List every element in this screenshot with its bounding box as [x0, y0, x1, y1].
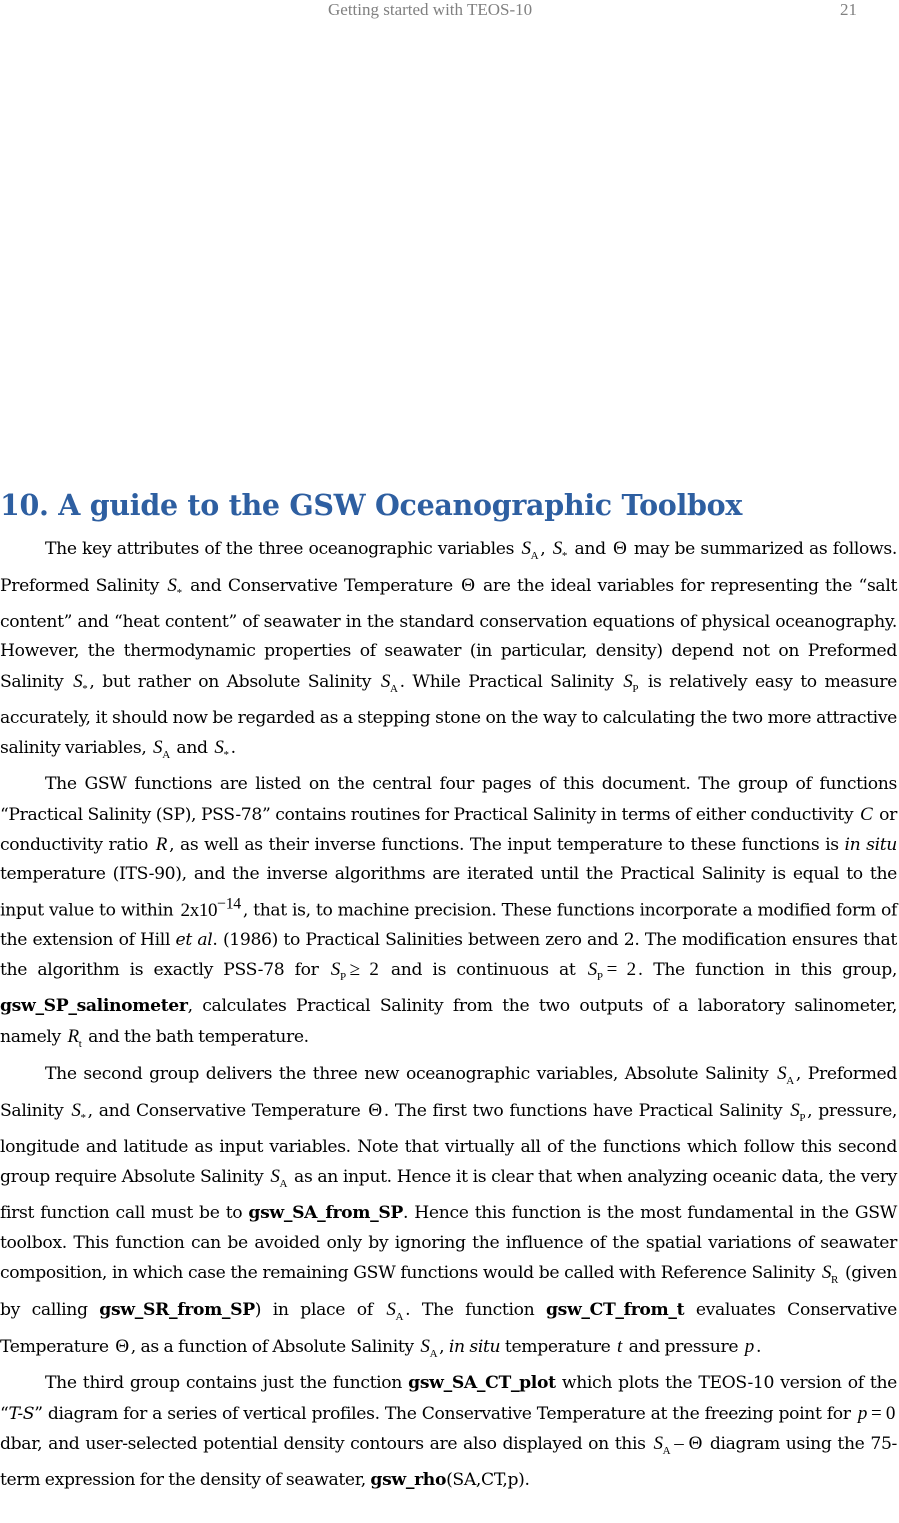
text-run: . Hence this function is the most fundamental in the GSW toolbox. This function can be avoided only by ignoring the influence of the spatial variations of seawater composition, in which case the remaining GSW functions would be called with Reference Salinity: [0, 1203, 897, 1284]
function-name: gsw_SP_salinometer: [0, 996, 188, 1017]
text-run: (given by calling: [0, 1263, 898, 1321]
symbol-practical-salinity: $S_P$: [587, 959, 603, 984]
symbol-conductivity-ratio: R: [155, 833, 168, 855]
function-name: gsw_SR_from_SP: [99, 1300, 255, 1321]
text-run: may be summarized as follows. Preformed Salinity: [0, 539, 898, 597]
symbol-conductivity: C: [860, 803, 873, 825]
text-run: which plots the TEOS-10 version of the “: [0, 1373, 897, 1424]
text-run: , and Conservative Temperature: [87, 1100, 367, 1121]
text-run: The GSW functions are listed on the central four pages of this document. The group of functions “Practical Salinity (SP), PSS-78” contains routines for Practical Salinity in terms of either conductivity: [0, 774, 897, 825]
text-run: , but rather on Absolute Salinity: [89, 671, 379, 692]
symbol-absolute-salinity: $S_A$: [386, 1299, 404, 1323]
function-name: gsw_rho: [370, 1470, 447, 1490]
text-run: and: [171, 738, 213, 759]
text-run: The key attributes of the three oceanographic variables: [45, 539, 520, 559]
function-name: gsw_CT_from_t: [545, 1300, 685, 1321]
paragraph-1: [0, 534, 897, 770]
text-run: The third group contains just the function: [45, 1373, 409, 1394]
text-run: is relatively easy to measure accurately, it should now be regarded as a stepping stone on the way to calculating the two more attractive salinity variables,: [0, 671, 897, 759]
text-run: are the ideal variables for representing the “salt content” and “heat content” of seawater in the standard conservation equations of physical oceanography. However, the thermodynamic properties of seawater (in particular, density) depend not on Preformed Salinity: [0, 576, 898, 692]
text-italic: et al: [175, 930, 213, 951]
symbol-absolute-salinity: $S_A$: [270, 1166, 288, 1191]
symbol-preformed-salinity: $S_*$: [71, 1099, 86, 1124]
text-run: dbar, and user-selected potential density contours are also displayed on this: [0, 1433, 652, 1454]
function-name: gsw_SA_from_SP: [248, 1203, 403, 1224]
symbol-preformed-salinity: $S_*$: [552, 538, 568, 562]
text-run: temperature: [500, 1337, 616, 1358]
body-text: [0, 534, 897, 1495]
symbol-reference-salinity: $S_R$: [821, 1262, 838, 1286]
symbol-practical-salinity: $S_P$: [790, 1099, 806, 1124]
text-run: , as well as their inverse functions. The input temperature to these functions is: [169, 834, 845, 855]
text-run: , as a function of Absolute Salinity: [130, 1337, 419, 1358]
text-run: The second group delivers the three new oceanographic variables, Absolute Salinity: [45, 1063, 776, 1084]
text-run: and pressure: [623, 1337, 743, 1358]
text-run: , Preformed Salinity: [0, 1063, 897, 1121]
text-run: and: [569, 539, 612, 559]
text-run: ) in place of: [254, 1300, 385, 1321]
text-run: , pressure, longitude and latitude as input variables. Note that virtually all of the functions which follow this second group require Absolute Salinity: [0, 1100, 898, 1188]
running-header: [0, 0, 899, 22]
text-italic: T-S: [8, 1403, 35, 1424]
symbol-absolute-salinity: $S_A$: [380, 670, 398, 695]
page-number: 21: [840, 0, 857, 19]
text-run: (SA,CT,p).: [446, 1470, 530, 1490]
symbol-temperature: t: [617, 1336, 622, 1358]
text-run: as an input. Hence it is clear that when analyzing oceanic data, the very first function call must be to: [0, 1167, 897, 1224]
symbol-preformed-salinity: $S_*$: [73, 670, 88, 695]
section-heading: 10. A guide to the GSW Oceanographic Toolbox: [0, 488, 743, 522]
expr-eq-2: = 2: [606, 959, 636, 981]
text-run: and Conservative Temperature: [183, 576, 460, 597]
symbol-absolute-salinity: $S_A$: [420, 1336, 438, 1361]
symbol-pressure: p: [857, 1402, 867, 1424]
text-run: ,: [439, 1337, 449, 1358]
text-run: , calculates Practical Salinity from the two outputs of a laboratory salinometer, namely: [0, 996, 897, 1047]
symbol-pressure: p: [744, 1336, 754, 1358]
symbol-rt: $R_t$: [67, 1025, 82, 1050]
text-run: temperature (ITS-90), and the inverse algorithms are iterated until the Practical Salinity is equal to the input value to within: [0, 864, 897, 921]
symbol-theta: Θ: [613, 538, 627, 559]
paragraph-4: [0, 1369, 897, 1495]
text-run: .: [755, 1337, 762, 1358]
text-run: ,: [540, 539, 551, 559]
symbol-theta: Θ: [368, 1099, 382, 1121]
expr-geq-2: ≥ 2: [349, 959, 379, 981]
text-run: and is continuous at: [380, 960, 586, 981]
symbol-absolute-salinity: $S_A$: [653, 1432, 671, 1457]
symbol-absolute-salinity: $S_A$: [521, 538, 539, 562]
paragraph-2: [0, 770, 897, 1059]
symbol-theta: Θ: [461, 575, 475, 597]
text-run: and the bath temperature.: [83, 1026, 309, 1047]
text-italic: in situ: [448, 1337, 501, 1358]
text-run: . While Practical Salinity: [399, 671, 622, 692]
symbol-practical-salinity: $S_P$: [623, 670, 639, 695]
symbol-practical-salinity: $S_P$: [330, 959, 346, 984]
symbol-preformed-salinity: $S_*$: [167, 575, 182, 599]
text-run: , that is, to machine precision. These functions incorporate a modified form of the extension of Hill: [0, 900, 897, 951]
expr-eq-0: = 0: [870, 1402, 895, 1424]
paragraph-3: [0, 1059, 897, 1369]
expr-minus-theta: – Θ: [674, 1432, 702, 1454]
text-run: diagram using the 75-term expression for the density of seawater,: [0, 1433, 897, 1490]
text-run: or conductivity ratio: [0, 804, 898, 855]
text-run: ” diagram for a series of vertical profiles. The Conservative Temperature at the freezing point for: [34, 1403, 856, 1424]
expr-precision: $2x10^{-14}$: [180, 895, 241, 921]
symbol-absolute-salinity: $S_A$: [153, 737, 170, 761]
text-run: . The first two functions have Practical Salinity: [383, 1100, 789, 1121]
text-run: .: [230, 738, 236, 759]
text-run: . The function: [405, 1300, 546, 1321]
symbol-theta: Θ: [115, 1336, 129, 1358]
text-run: . (1986) to Practical Salinities between zero and 2. The modification ensures that the algorithm is exactly PSS-78 for: [0, 930, 897, 981]
function-name: gsw_SA_CT_plot: [408, 1373, 556, 1394]
text-italic: in situ: [844, 834, 898, 855]
text-run: evaluates Conservative Temperature: [0, 1300, 897, 1358]
symbol-absolute-salinity: $S_A$: [777, 1062, 794, 1087]
symbol-preformed-salinity: $S_*$: [214, 737, 229, 761]
text-run: . The function in this group,: [637, 960, 897, 981]
running-header-title: Getting started with TEOS-10: [328, 0, 533, 19]
